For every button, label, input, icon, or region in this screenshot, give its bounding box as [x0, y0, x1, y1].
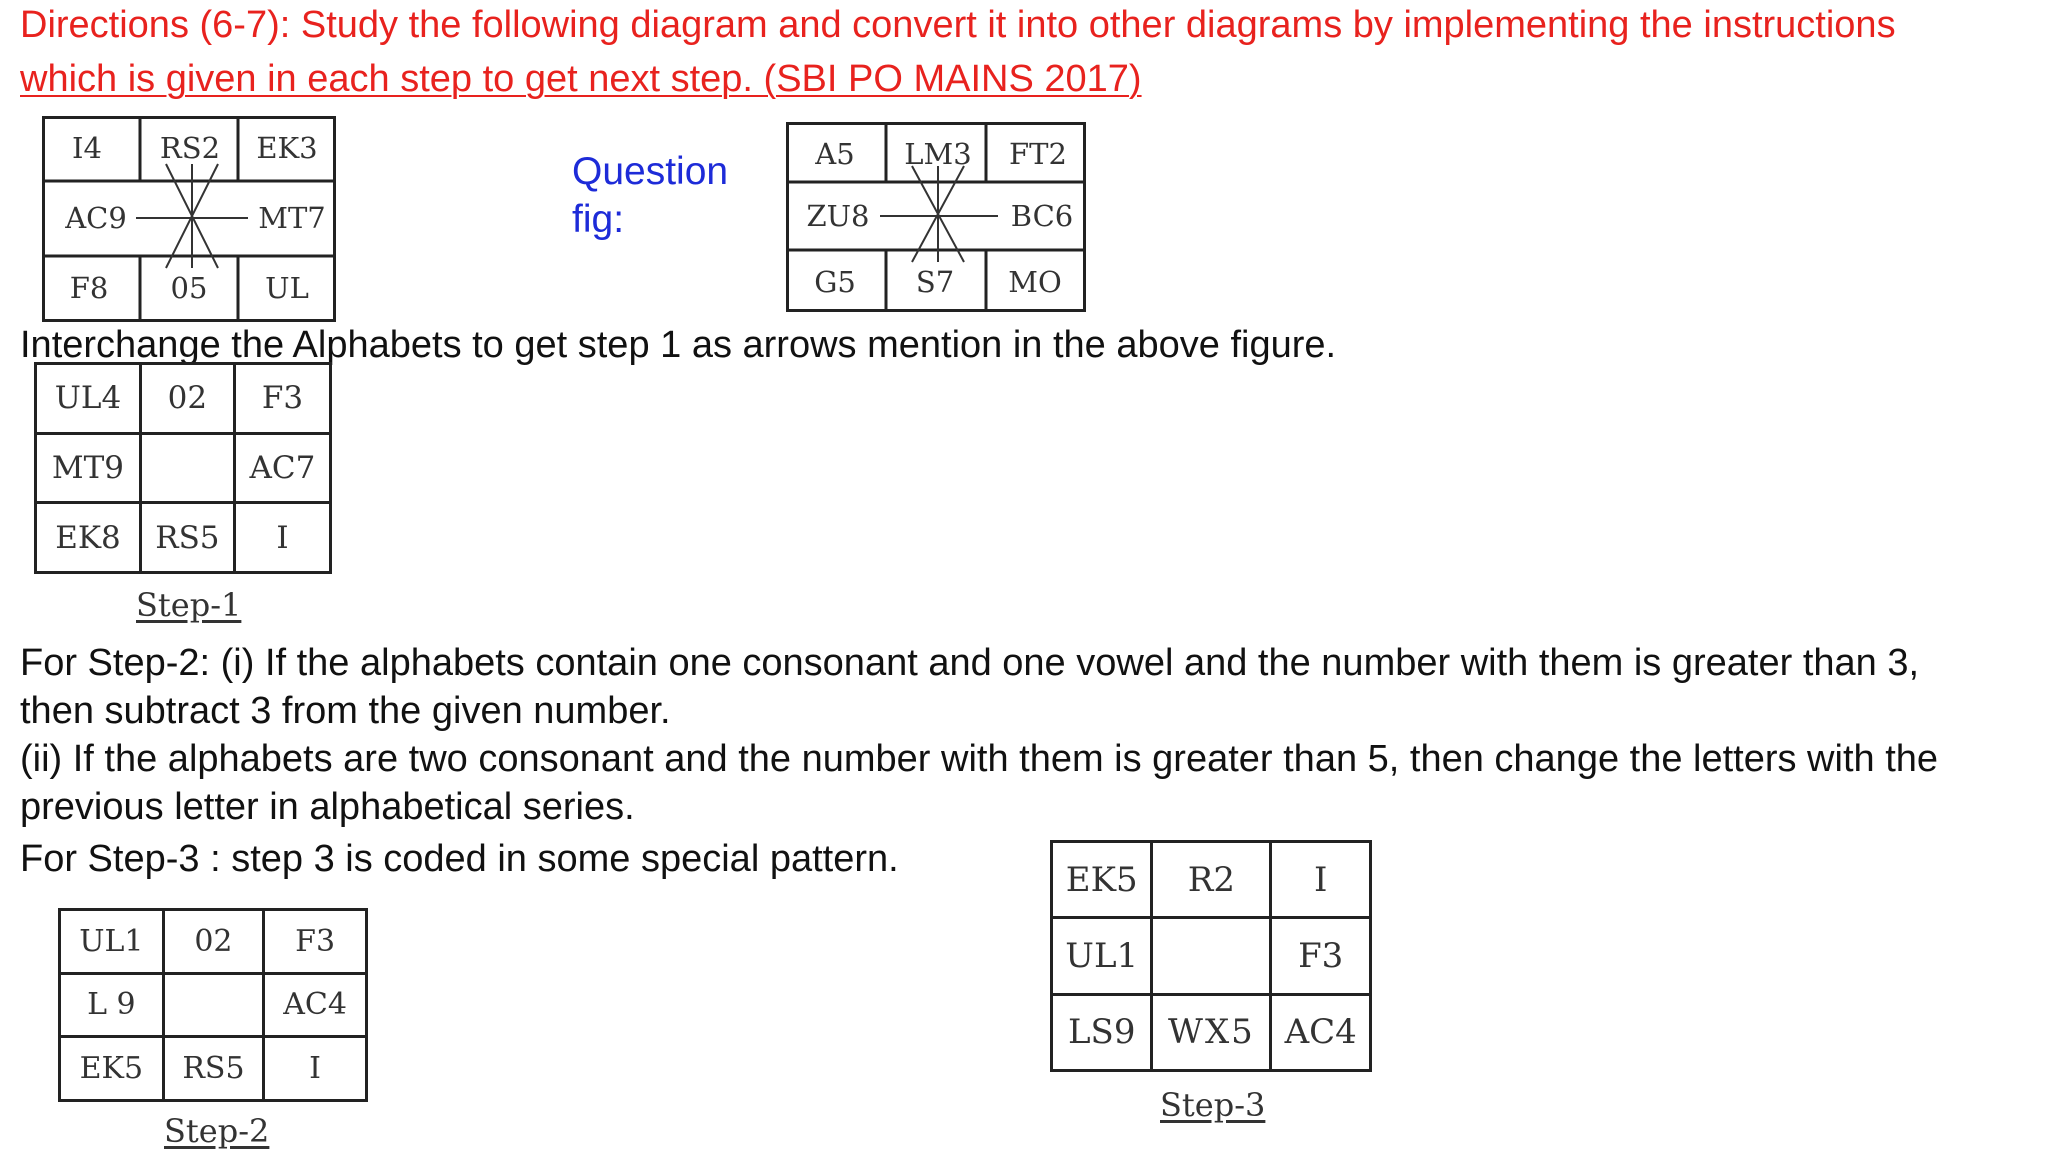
qfig-right-cell: S7 — [915, 265, 955, 299]
step3-cell: I — [1271, 842, 1371, 918]
step3-cell: F3 — [1271, 918, 1371, 994]
qfig-left-cell: MT7 — [258, 201, 326, 235]
qfig-left-cell: EK3 — [256, 131, 318, 165]
qfig-right-cell: BC6 — [1010, 199, 1074, 233]
step1-cell: F3 — [234, 364, 330, 434]
step1-caption: Step-1 — [136, 586, 242, 624]
step1-cell: EK8 — [36, 503, 141, 573]
qfig-left-cell: F8 — [69, 271, 109, 305]
qfig-left-cell: I4 — [72, 131, 102, 165]
step2-rule-line-1: For Step-2: (i) If the alphabets contain one consonant and one vowel and the number with them is greater than 3, — [20, 642, 1920, 684]
step1-cell: RS5 — [140, 503, 234, 573]
step2-cell: F3 — [264, 910, 367, 974]
qfig-right-cell: G5 — [814, 265, 856, 299]
directions-line-2: which is given in each step to get next step. (SBI PO MAINS 2017) — [20, 58, 1142, 100]
question-label-line-1: Question — [572, 150, 729, 193]
step3-cell: AC4 — [1271, 994, 1371, 1070]
step2-cell: 02 — [163, 910, 264, 974]
step3-cell: WX5 — [1152, 994, 1271, 1070]
step2-rule-line-2: then subtract 3 from the given number. — [20, 690, 671, 732]
step2-cell: UL1 — [60, 910, 164, 974]
step3-cell: EK5 — [1052, 842, 1152, 918]
step2-rule-line-4: previous letter in alphabetical series. — [20, 786, 635, 828]
step2-cell: I — [264, 1037, 367, 1101]
question-figure-left — [42, 116, 336, 322]
step3-cell: UL1 — [1052, 918, 1152, 994]
step3-grid — [1050, 840, 1372, 1072]
step1-cell-empty — [140, 433, 234, 503]
qfig-left-cell: AC9 — [65, 201, 127, 235]
directions-line-1: Directions (6-7): Study the following diagram and convert it into other diagrams by implementing the instructions — [20, 4, 1896, 46]
qfig-right-cell: FT2 — [1009, 137, 1067, 171]
question-figure-right — [786, 122, 1086, 312]
step2-cell: RS5 — [163, 1037, 264, 1101]
step2-rule-line-3: (ii) If the alphabets are two consonant and the number with them is greater than 5, then change the letters with the — [20, 738, 1939, 780]
step3-rule: For Step-3 : step 3 is coded in some special pattern. — [20, 838, 899, 880]
step2-cell-empty — [163, 973, 264, 1037]
step2-cell: L 9 — [60, 973, 164, 1037]
step2-cell: AC4 — [264, 973, 367, 1037]
step2-cell: EK5 — [60, 1037, 164, 1101]
step1-grid — [34, 362, 332, 574]
step3-cell: R2 — [1152, 842, 1271, 918]
qfig-left-cell: RS2 — [159, 131, 221, 165]
qfig-right-cell: LM3 — [904, 137, 972, 171]
step2-caption: Step-2 — [164, 1112, 270, 1150]
step3-caption: Step-3 — [1160, 1086, 1266, 1124]
step1-cell: UL4 — [36, 364, 141, 434]
step2-grid — [58, 908, 368, 1102]
interchange-instruction: Interchange the Alphabets to get step 1 as arrows mention in the above figure. — [20, 324, 1337, 366]
qfig-right-cell: MO — [1008, 265, 1062, 299]
qfig-right-cell: ZU8 — [806, 199, 870, 233]
step1-cell: I — [234, 503, 330, 573]
qfig-left-cell: UL — [265, 271, 309, 305]
step1-cell: 02 — [140, 364, 234, 434]
question-label-line-2: fig: — [572, 198, 625, 241]
step1-cell: MT9 — [36, 433, 141, 503]
step3-cell: LS9 — [1052, 994, 1152, 1070]
step3-cell-empty — [1152, 918, 1271, 994]
qfig-right-cell: A5 — [815, 137, 855, 171]
step1-cell: AC7 — [234, 433, 330, 503]
qfig-left-cell: 05 — [170, 271, 208, 305]
